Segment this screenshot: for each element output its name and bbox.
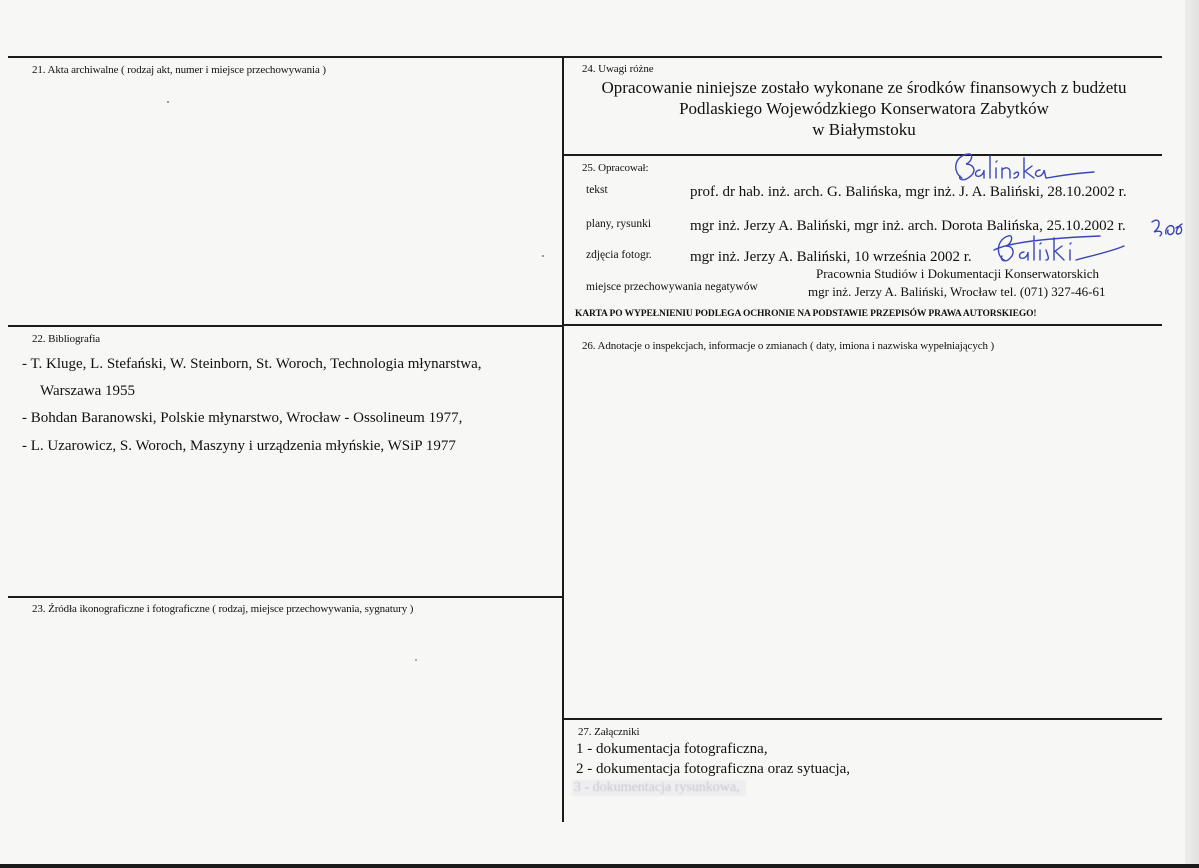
right-divider-26 <box>564 324 1162 326</box>
section-22-label: 22. Bibliografia <box>32 333 101 345</box>
right-divider-27 <box>564 718 1162 720</box>
scan-speck <box>415 659 417 661</box>
center-divider-line <box>562 56 564 822</box>
section-24-label: 24. Uwagi różne <box>582 63 654 75</box>
attachment-item-1: 1 - dokumentacja fotograficzna, <box>576 741 768 757</box>
left-divider-22 <box>8 325 562 327</box>
author-row-value-drawings: mgr inż. Jerzy A. Baliński, mgr inż. arch. Dorota Balińska, 25.10.2002 r. <box>690 218 1126 234</box>
funding-note-line-1: Opracowanie niniejsze zostało wykonane ze środków finansowych z budżetu <box>601 78 1127 97</box>
author-row-key-photos: zdjęcia fotogr. <box>586 249 652 261</box>
author-row-value-text: prof. dr hab. inż. arch. G. Balińska, mgr inż. J. A. Baliński, 28.10.2002 r. <box>690 184 1127 200</box>
bibliography-entry-2: - Bohdan Baranowski, Polskie młynarstwo, Wrocław - Ossolineum 1977, <box>22 410 463 426</box>
top-border-line <box>8 56 1162 58</box>
author-row-key-text: tekst <box>586 184 608 196</box>
section-23-label: 23. Źródła ikonograficzne i fotograficzne ( rodzaj, miejsce przechowywania, sygnatury ) <box>32 603 414 615</box>
funding-note-line-2: Podlaskiego Wojewódzkiego Konserwatora Zabytków <box>679 99 1049 118</box>
bibliography-entry-3: - L. Uzarowicz, S. Woroch, Maszyny i urządzenia młyńskie, WSiP 1977 <box>22 438 456 454</box>
section-25-label: 25. Opracował: <box>582 162 649 174</box>
scan-speck <box>167 101 169 103</box>
copyright-note: KARTA PO WYPEŁNIENIU PODLEGA OCHRONIE NA PODSTAWIE PRZEPISÓW PRAWA AUTORSKIEGO! <box>575 309 1037 319</box>
bibliography-entry-1-cont: Warszawa 1955 <box>40 383 136 399</box>
left-divider-23 <box>8 596 562 598</box>
section-27-label: 27. Załączniki <box>578 726 640 738</box>
right-divider-25 <box>564 154 1162 156</box>
section-21-label: 21. Akta archiwalne ( rodzaj akt, numer i miejsce przechowywania ) <box>32 64 326 76</box>
attachment-item-2: 2 - dokumentacja fotograficzna oraz sytuacja, <box>576 761 851 777</box>
author-row-key-drawings: plany, rysunki <box>586 218 652 230</box>
section-26-label: 26. Adnotacje o inspekcjach, informacje o zmianach ( daty, imiona i nazwiska wypełniających ) <box>582 340 995 352</box>
scan-edge-bottom <box>0 864 1199 868</box>
negatives-value-line-1: Pracownia Studiów i Dokumentacji Konserwatorskich <box>816 266 1100 281</box>
bibliography-entry-1: - T. Kluge, L. Stefański, W. Steinborn, St. Woroch, Technologia młynarstwa, <box>22 356 482 372</box>
signature-initials-icon <box>1148 212 1188 240</box>
negatives-value-line-2: mgr inż. Jerzy A. Baliński, Wrocław tel. (071) 327-46-61 <box>808 284 1106 299</box>
author-row-value-photos: mgr inż. Jerzy A. Baliński, 10 września 2002 r. <box>690 249 972 265</box>
scan-edge-right <box>1185 0 1199 868</box>
negatives-key: miejsce przechowywania negatywów <box>586 281 758 293</box>
attachment-item-3: 3 - dokumentacja rysunkowa, <box>572 780 746 796</box>
scan-speck <box>542 255 544 257</box>
funding-note <box>566 77 1162 140</box>
funding-note-line-3: w Białymstoku <box>812 120 916 139</box>
